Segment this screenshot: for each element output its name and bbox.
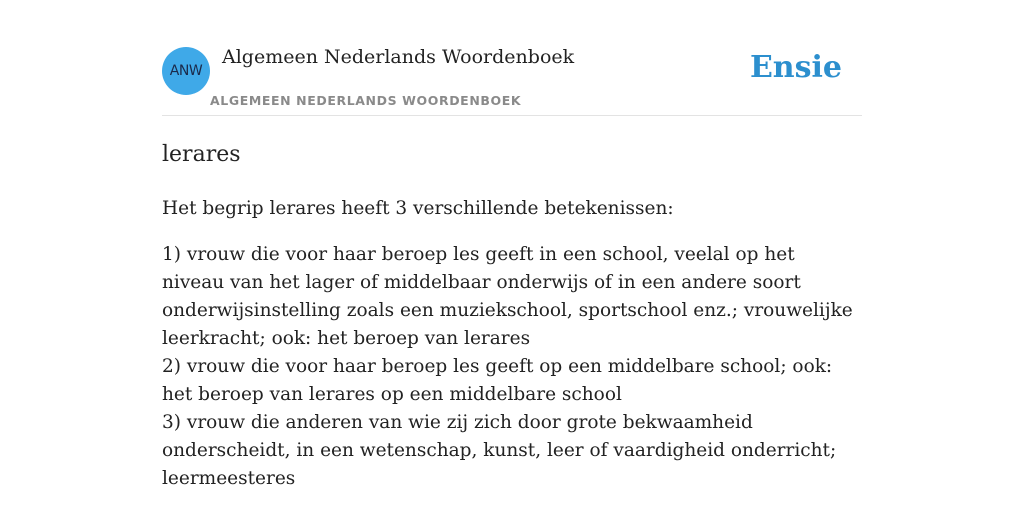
source-title[interactable]: Algemeen Nederlands Woordenboek (222, 46, 575, 68)
meaning-item: 2) vrouw die voor haar beroep les geeft op een middelbare school; ook: het beroep van lerares op een middelbare school (162, 356, 833, 405)
ensie-logo[interactable]: Ensie (749, 50, 842, 85)
source-subtitle: ALGEMEEN NEDERLANDS WOORDENBOEK (210, 93, 522, 108)
entry-intro: Het begrip lerares heeft 3 verschillende betekenissen: (162, 198, 674, 219)
dictionary-card (162, 0, 862, 493)
meanings-list (162, 241, 862, 493)
entry-word: lerares (162, 142, 241, 167)
meaning-item: 1) vrouw die voor haar beroep les geeft in een school, veelal op het niveau van het lager of middelbaar onderwijs of in een andere soort onderwijsinstelling zoals een muziekschool, sportschool enz.; vrouwelijke leerkracht; ook: het beroep van lerares (162, 244, 853, 349)
meaning-item: 3) vrouw die anderen van wie zij zich door grote bekwaamheid onderscheidt, in een wetenschap, kunst, leer of vaardigheid onderricht; leermeesteres (162, 412, 837, 489)
card-header (162, 0, 862, 116)
anw-logo[interactable]: ANW (162, 47, 210, 95)
